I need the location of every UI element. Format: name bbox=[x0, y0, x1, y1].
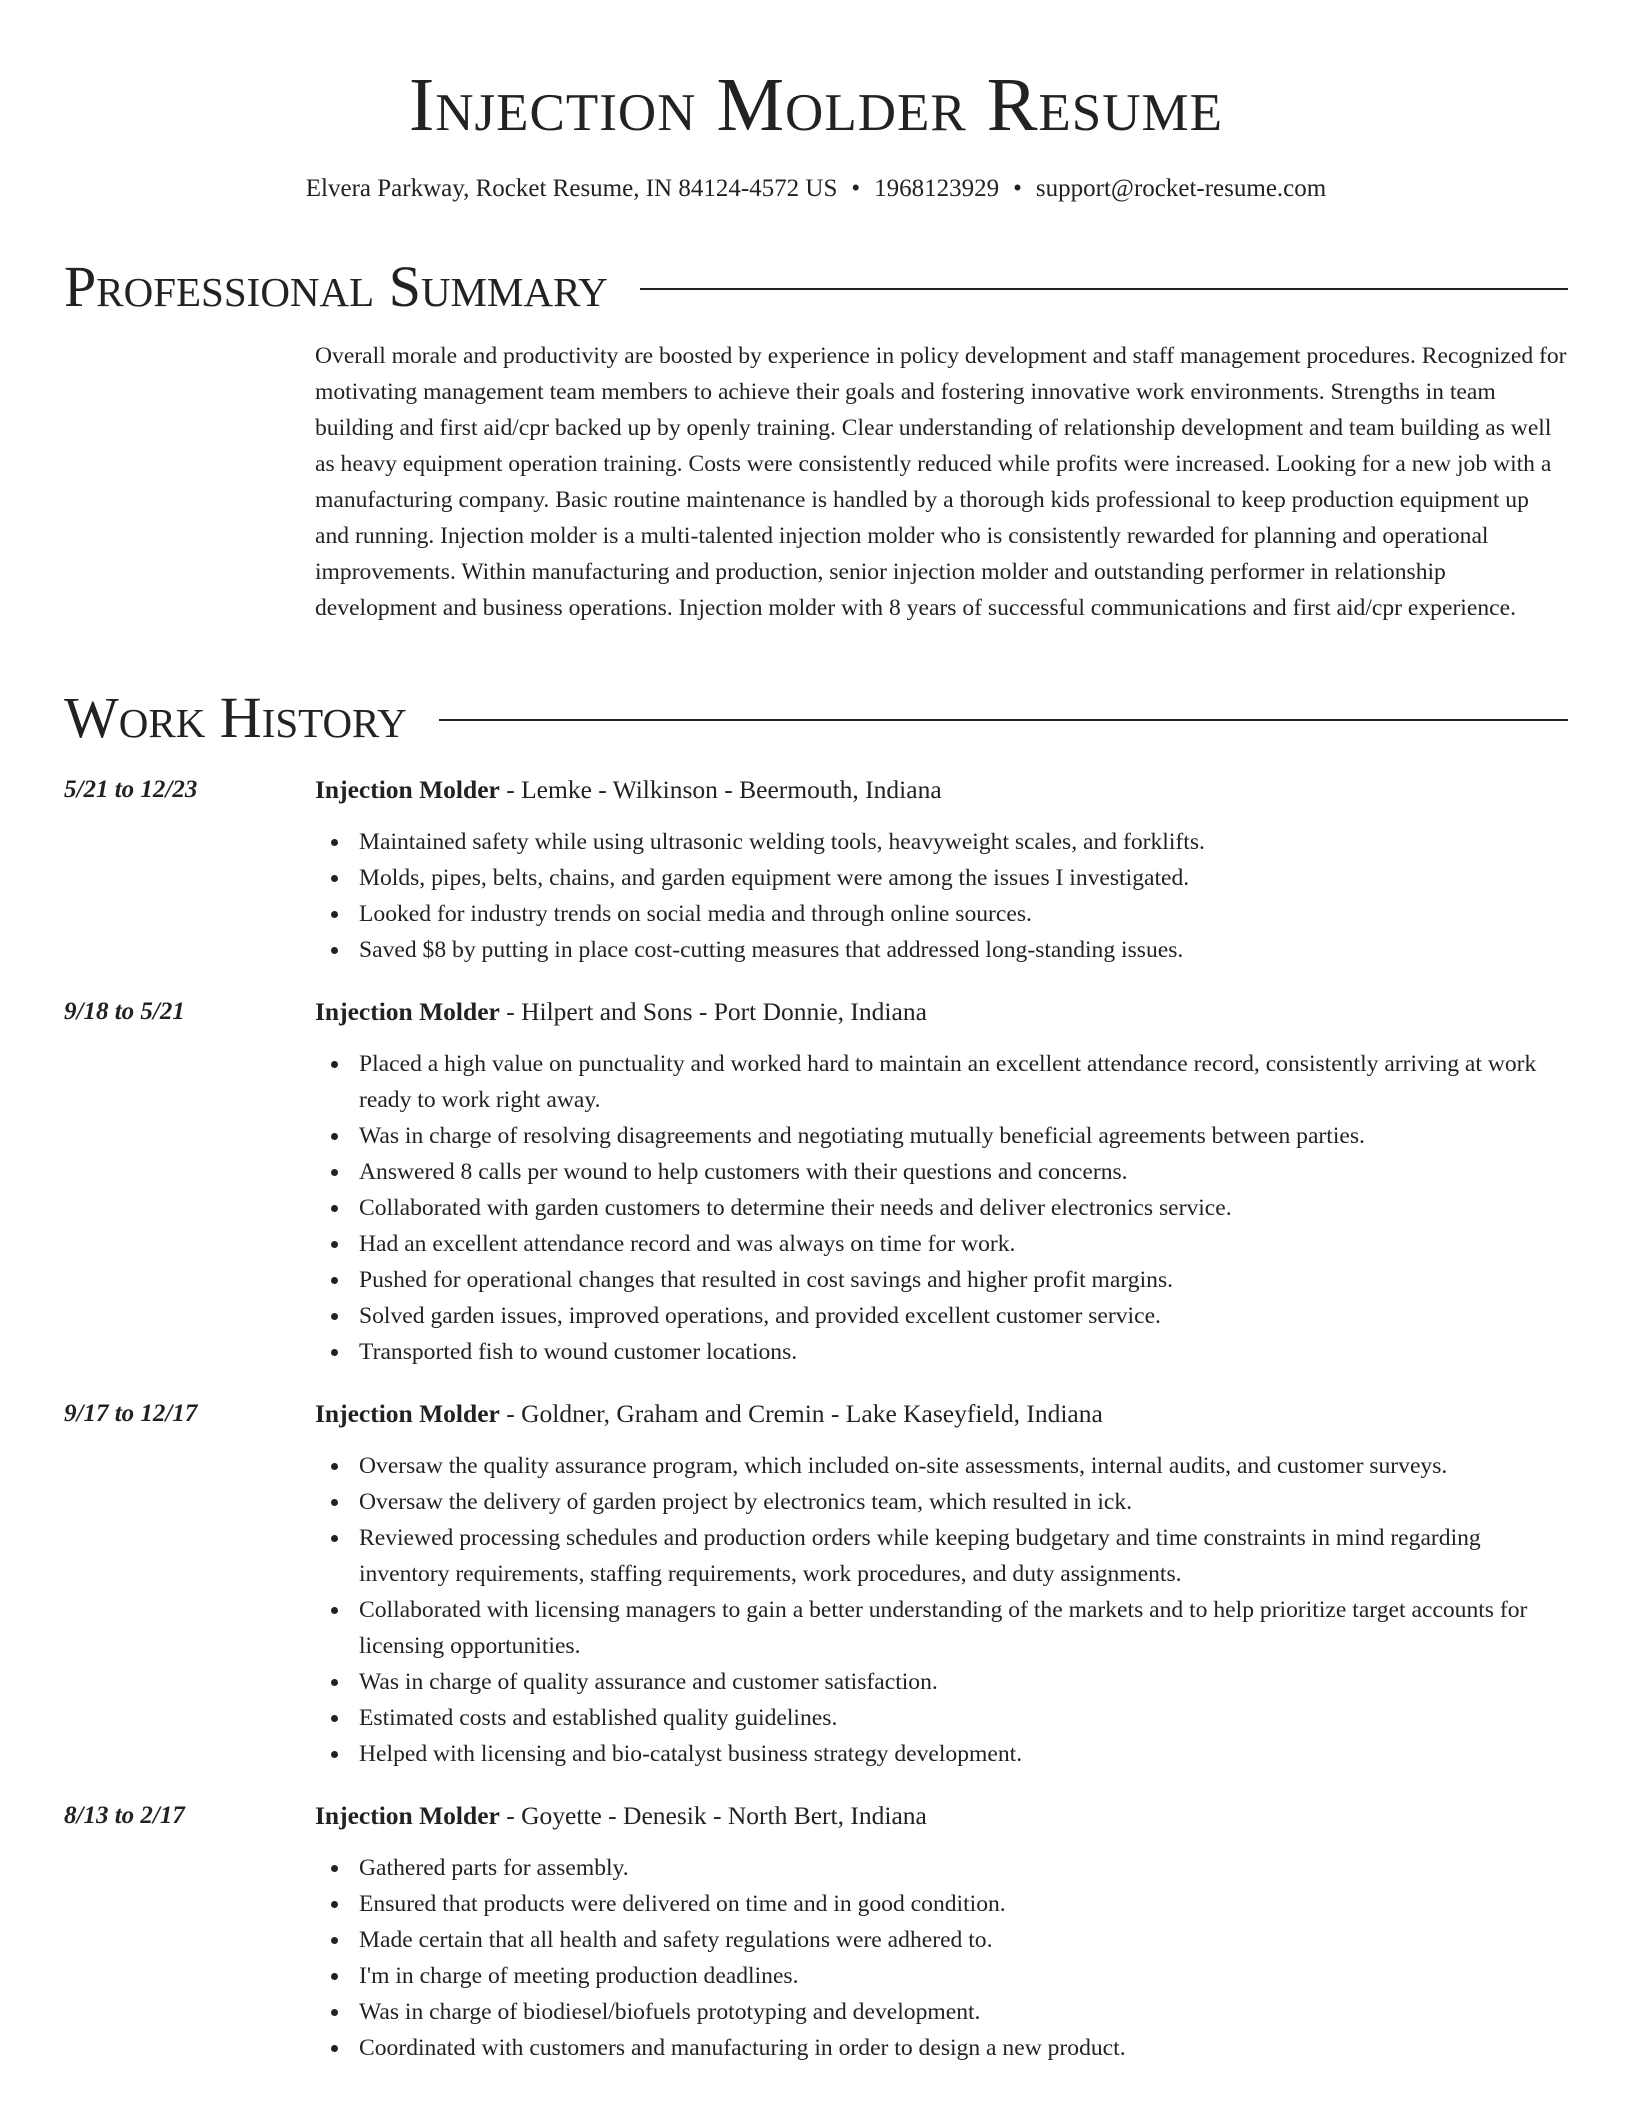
job-bullet: Made certain that all health and safety regulations were adhered to. bbox=[359, 1922, 1568, 1958]
job-bullet: Collaborated with garden customers to determine their needs and deliver electronics service. bbox=[359, 1190, 1568, 1226]
job-bullet: Looked for industry trends on social media and through online sources. bbox=[359, 896, 1568, 932]
job-heading bbox=[315, 1396, 1568, 1432]
job-title: Injection Molder bbox=[315, 775, 500, 804]
job-entry bbox=[64, 1396, 1568, 1772]
job-employer-location: - Goyette - Denesik - North Bert, Indiana bbox=[499, 1801, 927, 1830]
contact-info bbox=[0, 172, 1632, 206]
job-bullet-list bbox=[315, 1046, 1568, 1370]
job-bullet: Solved garden issues, improved operations, and provided excellent customer service. bbox=[359, 1298, 1568, 1334]
professional-summary-text: Overall morale and productivity are boosted by experience in policy development and staff management procedures. Recognized for motivating management team members to achieve their goals and fostering innovative work environments. Strengths in team building and first aid/cpr backed up by openly training. Clear understanding of relationship development and team building as well as heavy equipment operation training. Costs were consistently reduced while profits were increased. Looking for a new job with a manufacturing company. Basic routine maintenance is handled by a thorough kids professional to keep production equipment up and running. Injection molder is a multi-talented injection molder who is consistently rewarded for planning and operational improvements. Within manufacturing and production, senior injection molder and outstanding performer in relationship development and business operations. Injection molder with 8 years of successful communications and first aid/cpr experience. bbox=[315, 343, 1567, 621]
job-bullet: Ensured that products were delivered on time and in good condition. bbox=[359, 1886, 1568, 1922]
section-divider bbox=[439, 719, 1568, 721]
job-bullet: Coordinated with customers and manufacturing in order to design a new product. bbox=[359, 2030, 1568, 2066]
contact-separator: • bbox=[851, 175, 861, 202]
job-bullet: Collaborated with licensing managers to gain a better understanding of the markets and to help prioritize target accounts for licensing opportunities. bbox=[359, 1592, 1568, 1664]
job-bullet-list bbox=[315, 1850, 1568, 2066]
job-heading bbox=[315, 772, 1568, 808]
job-bullet: Saved $8 by putting in place cost-cutting measures that addressed long-standing issues. bbox=[359, 932, 1568, 968]
job-bullet: Had an excellent attendance record and was always on time for work. bbox=[359, 1226, 1568, 1262]
job-bullet: Was in charge of quality assurance and customer satisfaction. bbox=[359, 1664, 1568, 1700]
job-bullet: Pushed for operational changes that resulted in cost savings and higher profit margins. bbox=[359, 1262, 1568, 1298]
resume-title: Injection Molder Resume bbox=[408, 63, 1224, 147]
job-title: Injection Molder bbox=[315, 1399, 500, 1428]
contact-separator: • bbox=[1013, 175, 1022, 202]
job-bullet: Molds, pipes, belts, chains, and garden equipment were among the issues I investigated. bbox=[359, 860, 1568, 896]
job-dates: 8/13 to 2/17 bbox=[64, 1802, 185, 1829]
job-bullet: Transported fish to wound customer locations. bbox=[359, 1334, 1568, 1370]
job-bullet: Helped with licensing and bio-catalyst business strategy development. bbox=[359, 1736, 1568, 1772]
job-heading bbox=[315, 994, 1568, 1030]
job-bullet: Answered 8 calls per wound to help customers with their questions and concerns. bbox=[359, 1154, 1568, 1190]
job-bullet: I'm in charge of meeting production deadlines. bbox=[359, 1958, 1568, 1994]
job-dates: 9/18 to 5/21 bbox=[64, 998, 185, 1025]
job-bullet-list bbox=[315, 1448, 1568, 1772]
work-history-header bbox=[64, 683, 1568, 753]
contact-phone: 1968123929 bbox=[874, 175, 1000, 202]
job-bullet: Oversaw the quality assurance program, which included on-site assessments, internal audits, and customer surveys. bbox=[359, 1448, 1568, 1484]
job-dates: 5/21 to 12/23 bbox=[64, 776, 198, 803]
job-bullet: Maintained safety while using ultrasonic welding tools, heavyweight scales, and forklifts. bbox=[359, 824, 1568, 860]
job-bullet: Was in charge of resolving disagreements and negotiating mutually beneficial agreements between parties. bbox=[359, 1118, 1568, 1154]
job-entry bbox=[64, 1798, 1568, 2066]
job-title: Injection Molder bbox=[315, 997, 500, 1026]
job-bullet-list bbox=[315, 824, 1568, 968]
job-entry bbox=[64, 994, 1568, 1370]
job-bullet: Gathered parts for assembly. bbox=[359, 1850, 1568, 1886]
professional-summary-heading: Professional Summary bbox=[64, 254, 608, 319]
job-bullet: Estimated costs and established quality guidelines. bbox=[359, 1700, 1568, 1736]
job-bullet: Was in charge of biodiesel/biofuels prototyping and development. bbox=[359, 1994, 1568, 2030]
job-title: Injection Molder bbox=[315, 1801, 500, 1830]
professional-summary-header bbox=[64, 252, 1568, 322]
job-bullet: Oversaw the delivery of garden project by electronics team, which resulted in ick. bbox=[359, 1484, 1568, 1520]
job-entry bbox=[64, 772, 1568, 968]
work-history-heading: Work History bbox=[64, 685, 407, 750]
contact-email: support@rocket-resume.com bbox=[1035, 175, 1327, 202]
job-heading bbox=[315, 1798, 1568, 1834]
job-employer-location: - Goldner, Graham and Cremin - Lake Kaseyfield, Indiana bbox=[499, 1399, 1103, 1428]
contact-address: Elvera Parkway, Rocket Resume, IN 84124-4572 US bbox=[305, 175, 838, 202]
section-divider bbox=[640, 288, 1568, 290]
job-dates: 9/17 to 12/17 bbox=[64, 1400, 198, 1427]
job-bullet: Reviewed processing schedules and production orders while keeping budgetary and time constraints in mind regarding inventory requirements, staffing requirements, work procedures, and duty assignments. bbox=[359, 1520, 1568, 1592]
work-history-list bbox=[64, 772, 1568, 2092]
job-bullet: Placed a high value on punctuality and worked hard to maintain an excellent attendance record, consistently arriving at work ready to work right away. bbox=[359, 1046, 1568, 1118]
job-employer-location: - Hilpert and Sons - Port Donnie, Indiana bbox=[499, 997, 927, 1026]
job-employer-location: - Lemke - Wilkinson - Beermouth, Indiana bbox=[499, 775, 942, 804]
